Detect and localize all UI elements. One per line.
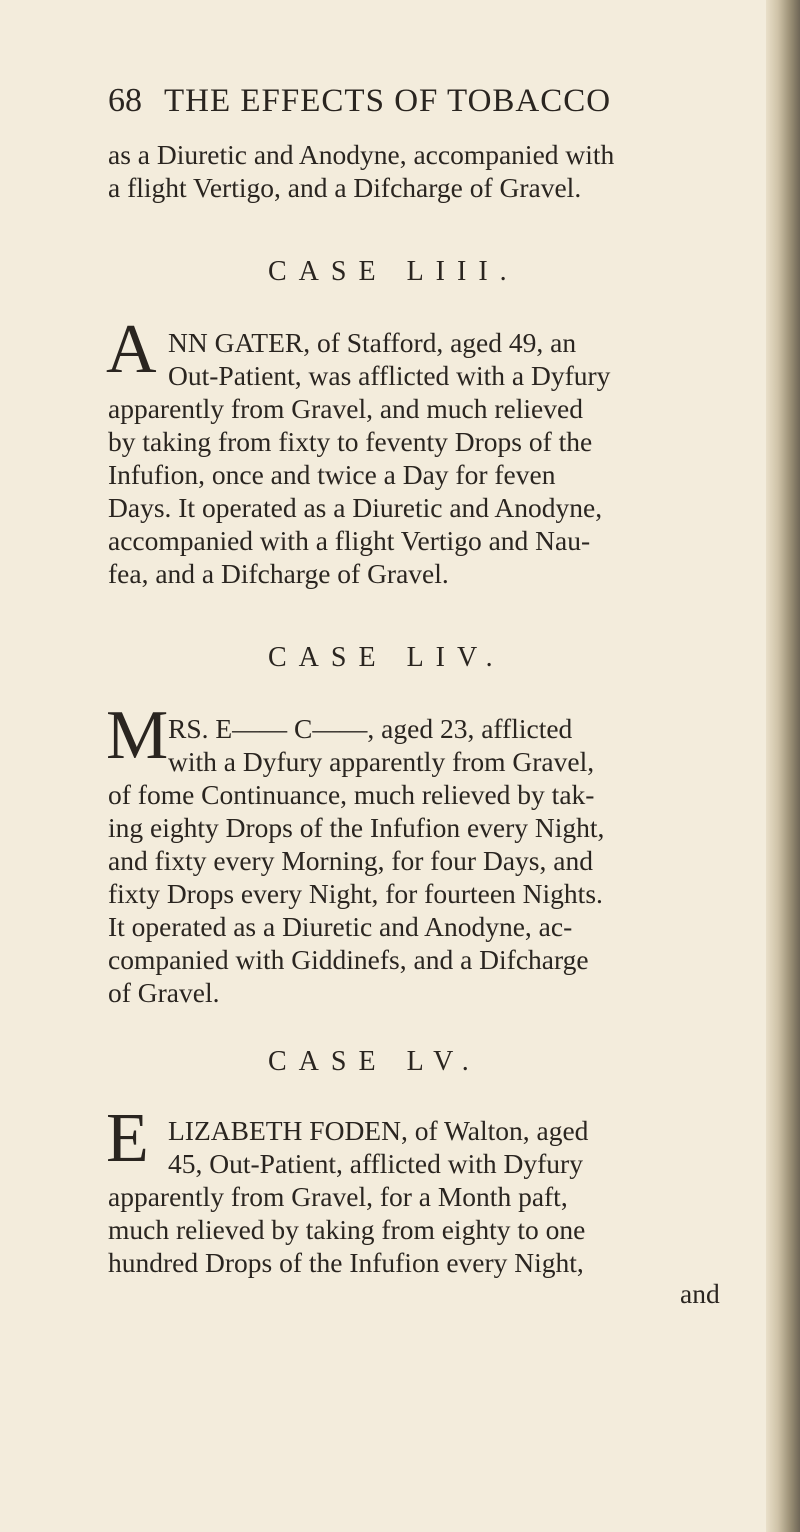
text-line: RS. E—— C——, aged 23, afflicted <box>168 713 573 744</box>
text-line: fixty Drops every Night, for fourteen Nights. <box>108 878 603 909</box>
catchword: and <box>680 1278 720 1309</box>
text-line: hundred Drops of the Infufion every Night, <box>108 1247 584 1278</box>
page-edge-shadow <box>766 0 800 1532</box>
drop-cap: E <box>106 1100 149 1177</box>
text-line: Days. It operated as a Diuretic and Anodyne, <box>108 492 603 523</box>
text-line: and fixty every Morning, for four Days, and <box>108 845 593 876</box>
text-line: 45, Out-Patient, afflicted with Dyfury <box>168 1148 583 1179</box>
text-line: of Gravel. <box>108 977 220 1008</box>
text-line: with a Dyfury apparently from Gravel, <box>168 746 595 777</box>
text-line: NN GATER, of Stafford, aged 49, an <box>168 327 577 358</box>
case-heading: CASE LV. <box>268 1046 481 1077</box>
drop-cap: A <box>106 311 157 388</box>
text-line: by taking from fixty to feventy Drops of the <box>108 426 593 457</box>
text-line: of fome Continuance, much relieved by tak- <box>108 779 595 810</box>
case-heading: CASE LIII. <box>268 256 519 287</box>
text-line: apparently from Gravel, and much relieved <box>108 393 583 424</box>
drop-cap: M <box>106 697 169 774</box>
text-line: Infufion, once and twice a Day for feven <box>108 459 556 490</box>
text-line: a flight Vertigo, and a Difcharge of Gravel. <box>108 172 582 203</box>
page-number: 68 <box>108 82 142 119</box>
text-line: as a Diuretic and Anodyne, accompanied with <box>108 139 615 170</box>
text-line: much relieved by taking from eighty to one <box>108 1214 586 1245</box>
text-line: apparently from Gravel, for a Month paft, <box>108 1181 568 1212</box>
running-title: THE EFFECTS OF TOBACCO <box>164 83 612 119</box>
text-line: companied with Giddinefs, and a Difcharge <box>108 944 589 975</box>
text-line: It operated as a Diuretic and Anodyne, ac- <box>108 911 573 942</box>
text-line: fea, and a Difcharge of Gravel. <box>108 558 449 589</box>
text-line: ing eighty Drops of the Infufion every Night, <box>108 812 605 843</box>
page-header <box>108 82 748 120</box>
case-heading: CASE LIV. <box>268 642 505 673</box>
text-line: LIZABETH FODEN, of Walton, aged <box>168 1115 589 1146</box>
text-line: accompanied with a flight Vertigo and Nau- <box>108 525 591 556</box>
text-line: Out-Patient, was afflicted with a Dyfury <box>168 360 611 391</box>
